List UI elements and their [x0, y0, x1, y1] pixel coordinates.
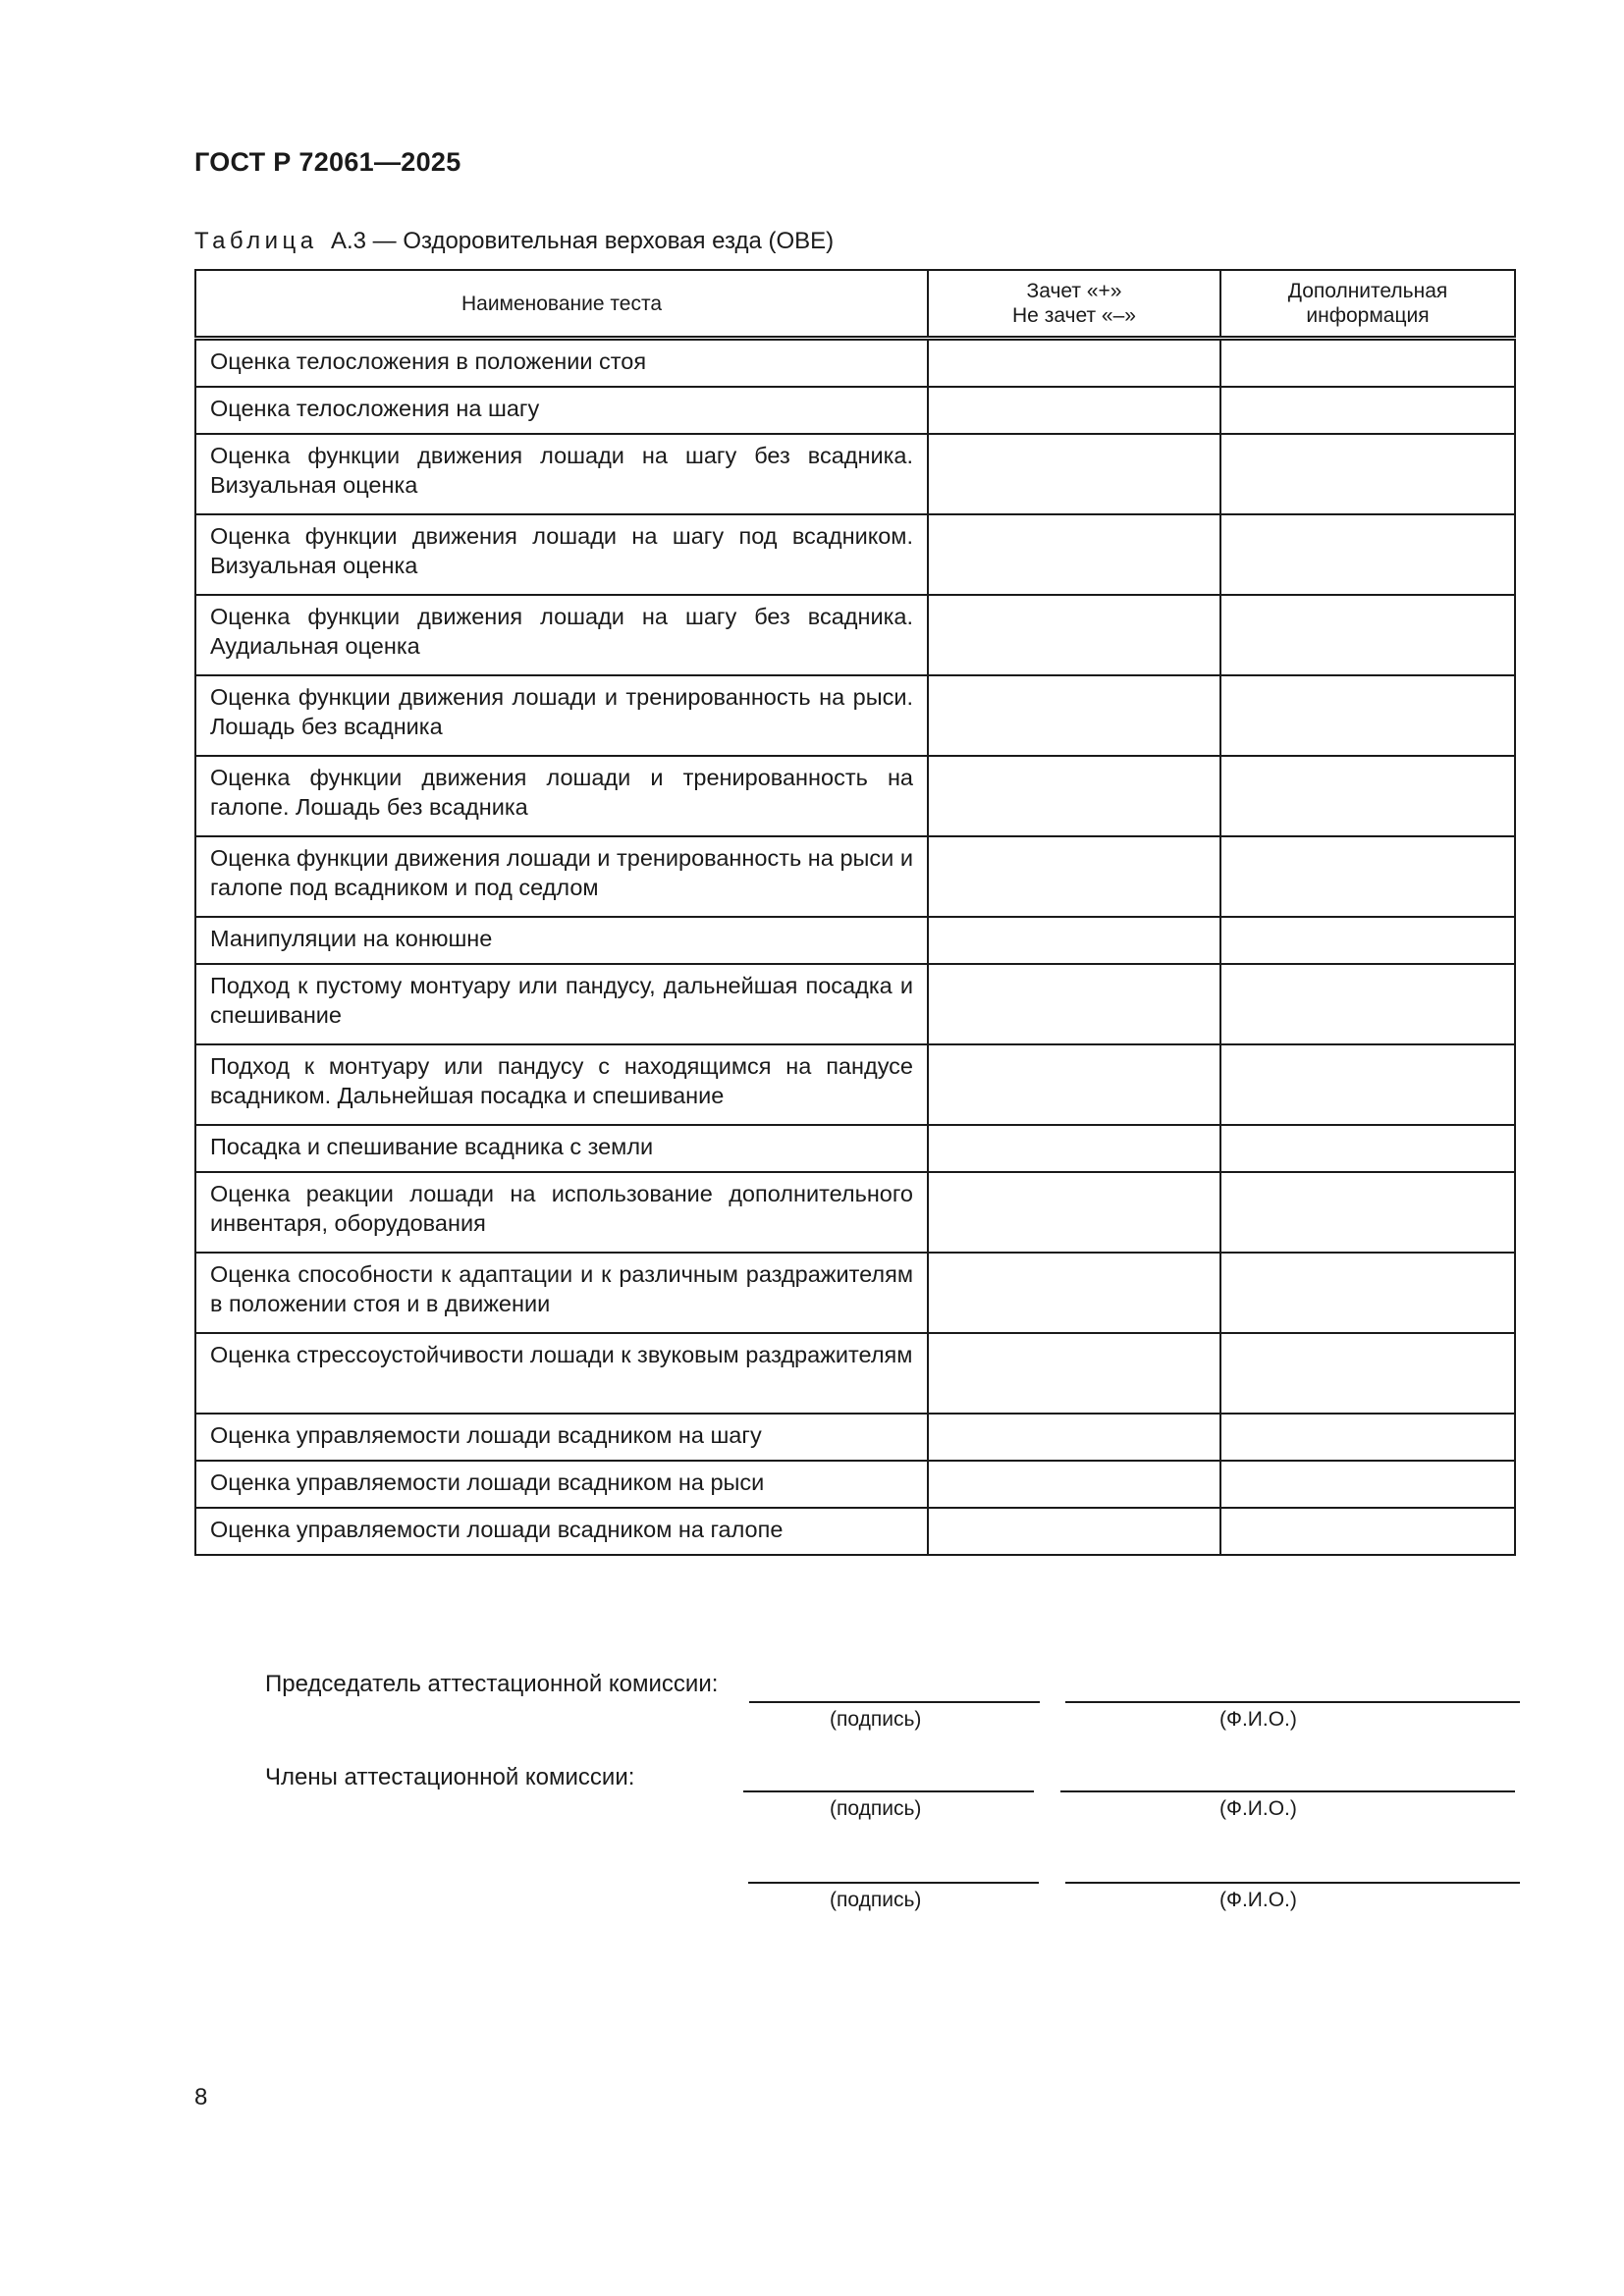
table-row — [195, 917, 1515, 964]
table-row — [195, 514, 1515, 595]
table-row — [195, 675, 1515, 756]
info-cell[interactable] — [1220, 1333, 1515, 1414]
info-cell[interactable] — [1220, 1044, 1515, 1125]
table-row — [195, 964, 1515, 1044]
table-caption-prefix: Таблица — [194, 228, 318, 254]
test-name-cell: Подход к монтуару или пандусу с находящимся на пандусе всадником. Дальнейшая посадка и спешивание — [195, 1044, 928, 1125]
result-cell[interactable] — [928, 339, 1220, 388]
table-caption — [194, 228, 834, 255]
info-cell[interactable] — [1220, 1253, 1515, 1333]
page-number: 8 — [194, 2084, 208, 2110]
test-name-cell: Оценка способности к адаптации и к различным раздражителям в положении стоя и в движении — [195, 1253, 928, 1333]
test-name-cell: Оценка телосложения на шагу — [195, 387, 928, 434]
test-name-cell: Оценка управляемости лошади всадником на шагу — [195, 1414, 928, 1461]
test-name-cell: Оценка функции движения лошади и тренированность на галопе. Лошадь без всадника — [195, 756, 928, 836]
test-name-cell: Подход к пустому монтуару или пандусу, дальнейшая посадка и спешивание — [195, 964, 928, 1044]
result-cell[interactable] — [928, 675, 1220, 756]
chairman-label: Председатель аттестационной комиссии: — [265, 1671, 719, 1697]
column-header-test-name: Наименование теста — [195, 270, 928, 339]
info-cell[interactable] — [1220, 1508, 1515, 1555]
result-cell[interactable] — [928, 595, 1220, 675]
info-cell[interactable] — [1220, 514, 1515, 595]
result-cell[interactable] — [928, 1044, 1220, 1125]
result-cell[interactable] — [928, 434, 1220, 514]
test-name-cell: Манипуляции на конюшне — [195, 917, 928, 964]
chairman-signature-line[interactable] — [749, 1701, 1040, 1703]
test-name-cell: Оценка функции движения лошади на шагу без всадника. Аудиальная оценка — [195, 595, 928, 675]
table-row — [195, 1461, 1515, 1508]
column-header-info-line1: Дополнительная — [1287, 280, 1448, 302]
test-name-cell: Оценка реакции лошади на использование дополнительного инвентаря, оборудования — [195, 1172, 928, 1253]
result-cell[interactable] — [928, 1172, 1220, 1253]
result-cell[interactable] — [928, 1333, 1220, 1414]
info-cell[interactable] — [1220, 675, 1515, 756]
column-header-info — [1220, 270, 1515, 339]
info-cell[interactable] — [1220, 387, 1515, 434]
test-name-cell: Посадка и спешивание всадника с земли — [195, 1125, 928, 1172]
info-cell[interactable] — [1220, 1172, 1515, 1253]
result-cell[interactable] — [928, 1125, 1220, 1172]
member-2-name-line[interactable] — [1065, 1882, 1520, 1884]
info-cell[interactable] — [1220, 756, 1515, 836]
table-header-row — [195, 270, 1515, 339]
table-row — [195, 1414, 1515, 1461]
table-row — [195, 1508, 1515, 1555]
member-1-signature-hint: (подпись) — [830, 1797, 922, 1820]
member-2-name-hint: (Ф.И.О.) — [1219, 1889, 1297, 1911]
table-row — [195, 1253, 1515, 1333]
table-row — [195, 1333, 1515, 1414]
info-cell[interactable] — [1220, 339, 1515, 388]
test-name-cell: Оценка функции движения лошади и тренированность на рыси и галопе под всадником и под седлом — [195, 836, 928, 917]
column-header-result-line1: Зачет «+» — [1026, 280, 1122, 302]
test-name-cell: Оценка функции движения лошади на шагу без всадника. Визуальная оценка — [195, 434, 928, 514]
test-name-cell: Оценка телосложения в положении стоя — [195, 339, 928, 388]
member-1-name-line[interactable] — [1060, 1790, 1515, 1792]
chairman-name-line[interactable] — [1065, 1701, 1520, 1703]
member-1-name-hint: (Ф.И.О.) — [1219, 1797, 1297, 1820]
test-name-cell: Оценка управляемости лошади всадником на рыси — [195, 1461, 928, 1508]
info-cell[interactable] — [1220, 917, 1515, 964]
info-cell[interactable] — [1220, 1414, 1515, 1461]
result-cell[interactable] — [928, 514, 1220, 595]
table-caption-text: А.3 — Оздоровительная верховая езда (ОВЕ) — [330, 228, 835, 254]
result-cell[interactable] — [928, 1414, 1220, 1461]
info-cell[interactable] — [1220, 595, 1515, 675]
result-cell[interactable] — [928, 1253, 1220, 1333]
table-row — [195, 387, 1515, 434]
member-2-signature-hint: (подпись) — [830, 1889, 922, 1911]
result-cell[interactable] — [928, 387, 1220, 434]
table-row — [195, 434, 1515, 514]
table-row — [195, 1172, 1515, 1253]
table-row — [195, 339, 1515, 388]
test-name-cell: Оценка управляемости лошади всадником на галопе — [195, 1508, 928, 1555]
column-header-result — [928, 270, 1220, 339]
member-1-signature-line[interactable] — [743, 1790, 1034, 1792]
table-row — [195, 1044, 1515, 1125]
info-cell[interactable] — [1220, 836, 1515, 917]
test-name-cell: Оценка функции движения лошади и тренированность на рыси. Лошадь без всадника — [195, 675, 928, 756]
info-cell[interactable] — [1220, 434, 1515, 514]
test-results-table — [194, 269, 1516, 1556]
column-header-info-line2: информация — [1306, 304, 1430, 327]
info-cell[interactable] — [1220, 964, 1515, 1044]
result-cell[interactable] — [928, 1461, 1220, 1508]
test-name-cell: Оценка стрессоустойчивости лошади к звуковым раздражителям — [195, 1333, 928, 1414]
result-cell[interactable] — [928, 917, 1220, 964]
table-row — [195, 836, 1515, 917]
result-cell[interactable] — [928, 964, 1220, 1044]
column-header-result-line2: Не зачет «–» — [1012, 304, 1136, 327]
result-cell[interactable] — [928, 756, 1220, 836]
test-name-cell: Оценка функции движения лошади на шагу под всадником. Визуальная оценка — [195, 514, 928, 595]
chairman-signature-hint: (подпись) — [830, 1708, 922, 1731]
members-label: Члены аттестационной комиссии: — [265, 1764, 635, 1790]
table-row — [195, 756, 1515, 836]
result-cell[interactable] — [928, 836, 1220, 917]
table-row — [195, 1125, 1515, 1172]
result-cell[interactable] — [928, 1508, 1220, 1555]
info-cell[interactable] — [1220, 1461, 1515, 1508]
table-row — [195, 595, 1515, 675]
member-2-signature-line[interactable] — [748, 1882, 1039, 1884]
info-cell[interactable] — [1220, 1125, 1515, 1172]
chairman-name-hint: (Ф.И.О.) — [1219, 1708, 1297, 1731]
document-standard-header: ГОСТ Р 72061—2025 — [194, 147, 461, 177]
